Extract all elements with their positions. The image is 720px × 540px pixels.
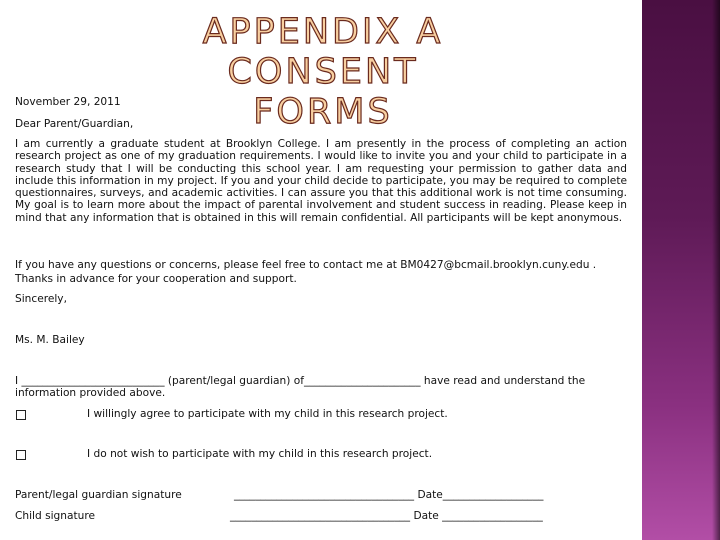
title-line-1: APPENDIX A [202,12,444,52]
decline-checkbox[interactable] [16,450,26,460]
contact-line: If you have any questions or concerns, please feel free to contact me at BM0427@bcmail.brooklyn.cuny.edu . [15,259,597,271]
title-line-2: CONSENT FORMS [227,52,419,132]
child-signature-line[interactable]: __________________________________ Date ___________________ [230,510,543,522]
agree-checkbox[interactable] [16,410,26,420]
body-paragraph: I am currently a graduate student at Brooklyn College. I am presently in the process of completing an action research project as one of my graduation requirements. I would like to invite you and your child to participate in a research study that I will be conducting this school year. I am requesting your permission to gather data and include this information in my project. If you and your child decide to participate, you may be required to complete questionnaires, surveys, and academic activities. I can assure you that this additional work is not time consuming. My goal is to learn more about the impact of parental involvement and student success in reading. Please keep in mind that any information that is obtained in this will remain confidential. All participants will be kept anonymous. [15,138,627,224]
parent-signature-line[interactable]: __________________________________ Date___________________ [234,489,544,501]
letter-date: November 29, 2011 [15,96,121,108]
thanks-line: Thanks in advance for your cooperation and support. [15,273,297,285]
closing: Sincerely, [15,293,67,305]
child-signature-label: Child signature [15,510,95,522]
consent-statement: I ___________________________ (parent/legal guardian) of______________________ have read and understand the information provided above. [15,375,586,400]
decorative-sidebar [642,0,720,540]
greeting: Dear Parent/Guardian, [15,118,134,130]
parent-signature-label: Parent/legal guardian signature [15,489,182,501]
agree-option-label: I willingly agree to participate with my child in this research project. [87,408,448,420]
page-title [188,12,458,132]
decline-option-label: I do not wish to participate with my child in this research project. [87,448,433,460]
signature-name: Ms. M. Bailey [15,334,85,346]
